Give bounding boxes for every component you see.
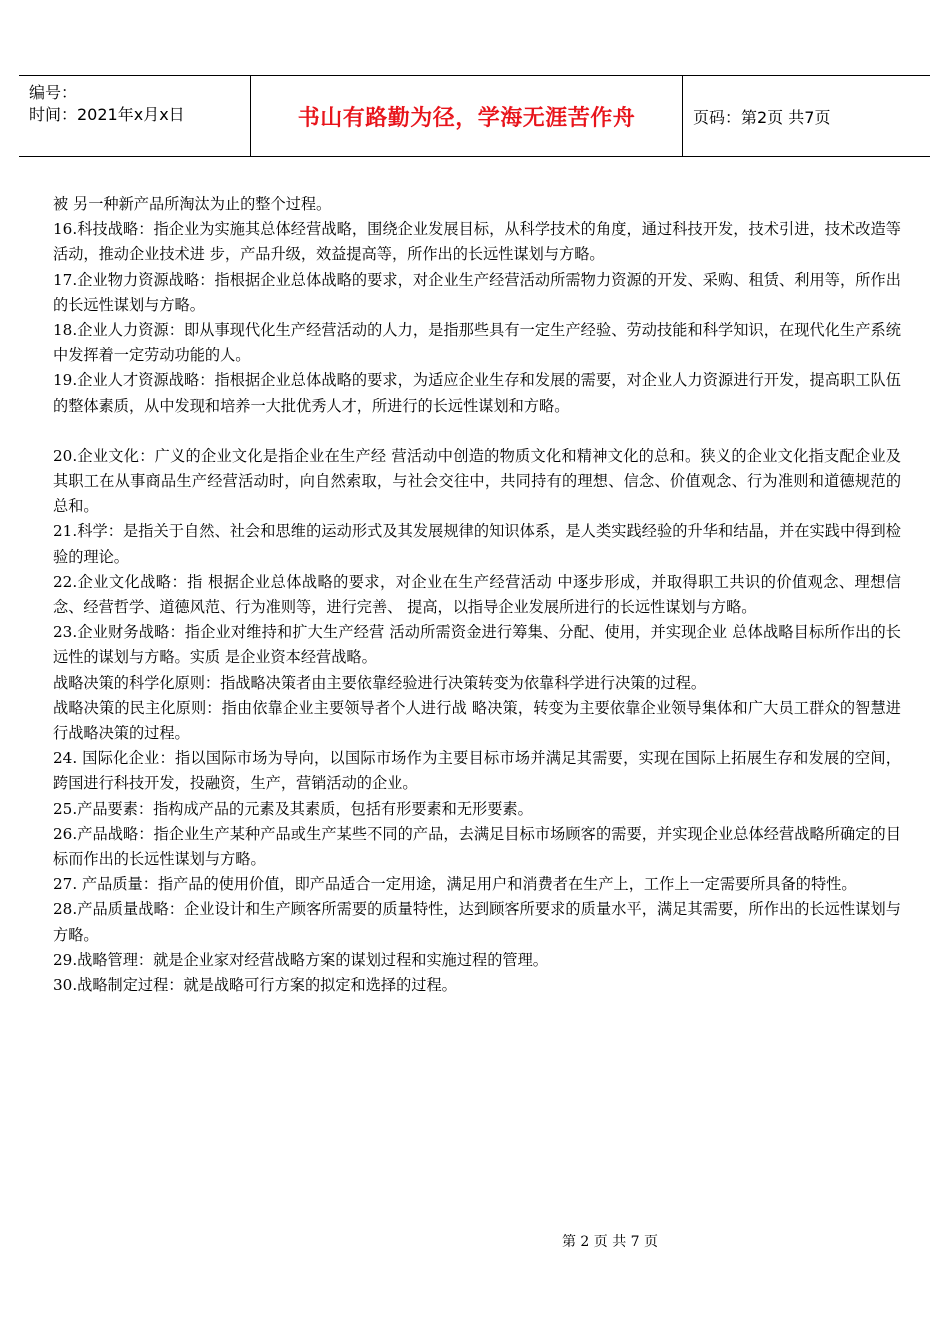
- page-header: [19, 75, 930, 157]
- paragraph: 战略决策的民主化原则：指由依靠企业主要领导者个人进行战 略决策，转变为主要依靠企业领导集体和广大员工群众的智慧进行战略决策的过程。: [53, 698, 901, 743]
- header-page-label: 页码：第2页 共7页: [693, 107, 831, 127]
- paragraph: 24. 国际化企业：指以国际市场为导向，以国际市场作为主要目标市场并满足其需要，实现在国际上拓展生存和发展的空间，跨国进行科技开发，投融资，生产，营销活动的企业。: [53, 749, 901, 793]
- paragraph: 18.企业人力资源：即从事现代化生产经营活动的人力，是指那些具有一定生产经验、劳动技能和科学知识，在现代化生产系统中发挥着一定劳动功能的人。: [53, 321, 901, 365]
- paragraph: 21.科学：是指关于自然、社会和思维的运动形式及其发展规律的知识体系，是人类实践经验的升华和结晶，并在实践中得到检验的理论。: [53, 522, 901, 566]
- paragraph: 19.企业人才资源战略：指根据企业总体战略的要求，为适应企业生存和发展的需要，对企业人力资源进行开发，提高职工队伍的整体素质，从中发现和培养一大批优秀人才，所进行的长远性谋划和方略。: [53, 371, 901, 415]
- paragraph: 27. 产品质量：指产品的使用价值，即产品适合一定用途，满足用户和消费者在生产上，工作上一定需要所具备的特性。: [53, 875, 857, 894]
- document-number-label: 编号：: [29, 83, 78, 102]
- document-body: [53, 192, 901, 998]
- header-motto: 书山有路勤为径，学海无涯苦作舟: [251, 76, 683, 156]
- paragraph: 被 另一种新产品所淘汰为止的整个过程。: [53, 195, 332, 213]
- paragraph: 17.企业物力资源战略：指根据企业总体战略的要求，对企业生产经营活动所需物力资源的开发、采购、租赁、利用等，所作出的长远性谋划与方略。: [53, 270, 901, 314]
- paragraph: 30.战略制定过程：就是战略可行方案的拟定和选择的过程。: [53, 976, 457, 995]
- paragraph: 战略决策的科学化原则：指战略决策者由主要依靠经验进行决策转变为依靠科学进行决策的过程。: [53, 673, 707, 692]
- document-date-label: 时间：2021年x月x日: [29, 105, 185, 124]
- paragraph: 29.战略管理：就是企业家对经营战略方案的谋划过程和实施过程的管理。: [53, 950, 548, 969]
- paragraph: 22.企业文化战略：指 根据企业总体战略的要求，对企业在生产经营活动 中逐步形成，并取得职工共识的价值观念、理想信念、经营哲学、道德风范、行为准则等，进行完善、 提高，以指导企业发展所进行的长远性谋划与方略。: [53, 572, 901, 617]
- paragraph: 26.产品战略：指企业生产某种产品或生产某些不同的产品，去满足目标市场顾客的需要，并实现企业总体经营战略所确定的目标而作出的长远性谋划与方略。: [53, 824, 901, 869]
- paragraph: 20.企业文化：广义的企业文化是指企业在生产经 营活动中创造的物质文化和精神文化的总和。狭义的企业文化指支配企业及其职工在从事商品生产经营活动时，向自然索取，与社会交往中，共同持有的理想、信念、价值观念、行为准则和道德规范的总和。: [53, 446, 901, 516]
- page-footer: 第 2 页 共 7 页: [561, 1234, 659, 1250]
- paragraph: 25.产品要素：指构成产品的元素及其素质，包括有形要素和无形要素。: [53, 799, 533, 818]
- paragraph: 23.企业财务战略：指企业对维持和扩大生产经营 活动所需资金进行筹集、分配、使用，并实现企业 总体战略目标所作出的长远性的谋划与方略。实质 是企业资本经营战略。: [53, 623, 901, 667]
- paragraph: 28.产品质量战略：企业设计和生产顾客所需要的质量特性，达到顾客所要求的质量水平，满足其需要，所作出的长远性谋划与方略。: [53, 900, 901, 944]
- paragraph: 16.科技战略：指企业为实施其总体经营战略，围绕企业发展目标，从科学技术的角度，通过科技开发，技术引进，技术改造等活动，推动企业技术进 步，产品升级，效益提高等，所作出的长远性谋划与方略。: [53, 220, 901, 264]
- header-meta: [19, 76, 251, 156]
